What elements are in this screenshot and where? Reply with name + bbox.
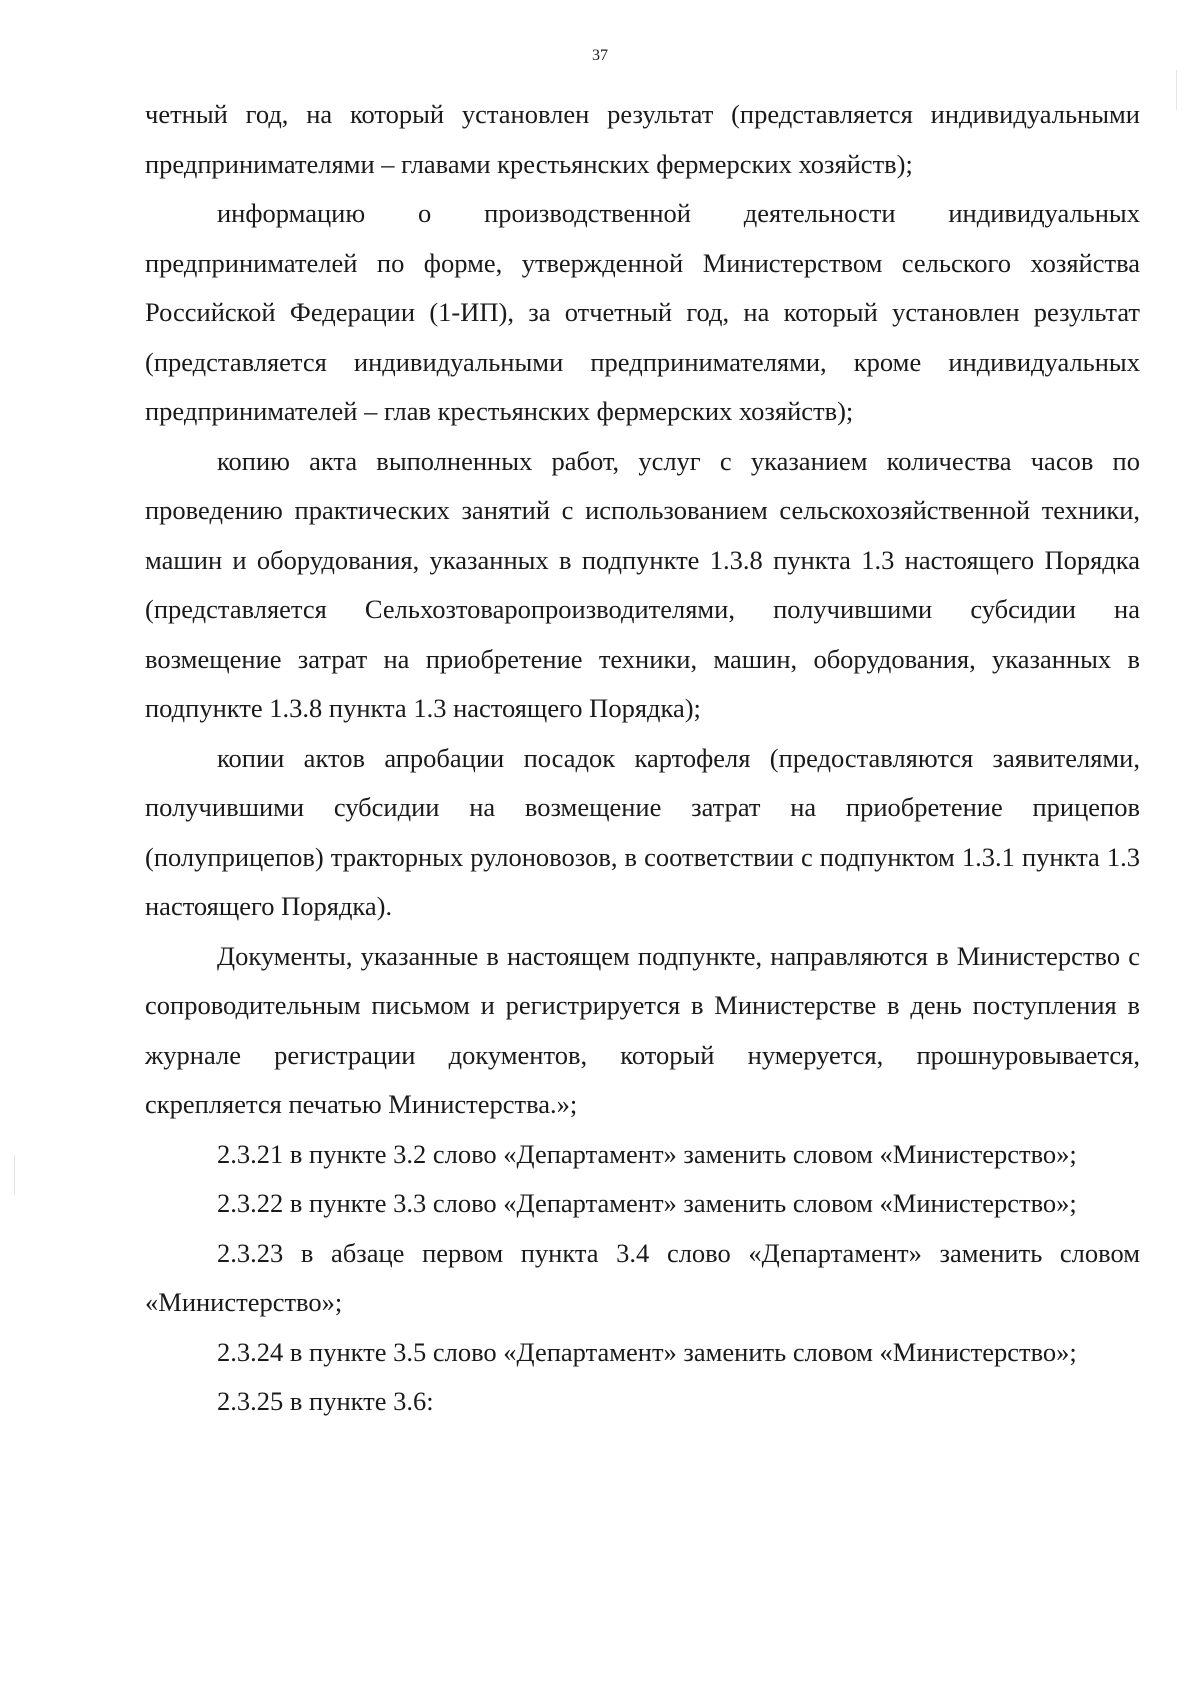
paragraph-potato-acts: копии актов апробации посадок картофеля (предоставляются заявителями, получившими субсидии на возмещение затрат на приобретение прицепов (полуприцепов) тракторных рулоновозов, в соответствии с подпунктом 1.3.1 пункта 1.3 настоящего Порядка). (145, 742, 1140, 921)
paragraph-documents-submission: Документы, указанные в настоящем подпункте, направляются в Министерство с сопроводительным письмом и регистрируется в Министерстве в день поступления в журнале регистрации документов, который нумеруется, прошнуровывается, скрепляется печатью Министерства.»; (145, 940, 1140, 1119)
paragraph-item-2-3-24: 2.3.24 в пункте 3.5 слово «Департамент» заменить словом «Министерство»; (217, 1336, 1077, 1367)
paragraph-production-info: информацию о производственной деятельности индивидуальных предпринимателей по форме, утвержденной Министерством сельского хозяйства Российской Федерации (1-ИП), за отчетный год, на который установлен результат (представляется индивидуальными предпринимателями, кроме индивидуальных предпринимателей – глав крестьянских фермерских хозяйств); (145, 198, 1140, 426)
paragraph-item-2-3-25: 2.3.25 в пункте 3.6: (217, 1386, 434, 1416)
paragraph-item-2-3-23: 2.3.23 в абзаце первом пункта 3.4 слово «Департамент» заменить словом «Министерство»; (145, 1237, 1140, 1317)
document-body (145, 90, 1140, 1427)
paragraph-continuation: четный год, на который установлен результат (представляется индивидуальными предпринимателями – главами крестьянских фермерских хозяйств); (145, 99, 1140, 179)
paragraph-work-act-copy: копию акта выполненных работ, услуг с указанием количества часов по проведению практических занятий с использованием сельскохозяйственной техники, машин и оборудования, указанных в подпункте 1.3.8 пункта 1.3 настоящего Порядка (представляется Сельхозтоваропроизводителями, получившими субсидии на возмещение затрат на приобретение техники, машин, оборудования, указанных в подпункте 1.3.8 пункта 1.3 настоящего Порядка); (145, 445, 1140, 723)
scan-edge-left (14, 1155, 15, 1195)
paragraph-item-2-3-22: 2.3.22 в пункте 3.3 слово «Департамент» заменить словом «Министерство»; (217, 1188, 1077, 1218)
paragraph-item-2-3-21: 2.3.21 в пункте 3.2 слово «Департамент» заменить словом «Министерство»; (217, 1138, 1077, 1169)
scan-edge-right (1176, 70, 1177, 110)
page-number: 37 (592, 47, 608, 64)
